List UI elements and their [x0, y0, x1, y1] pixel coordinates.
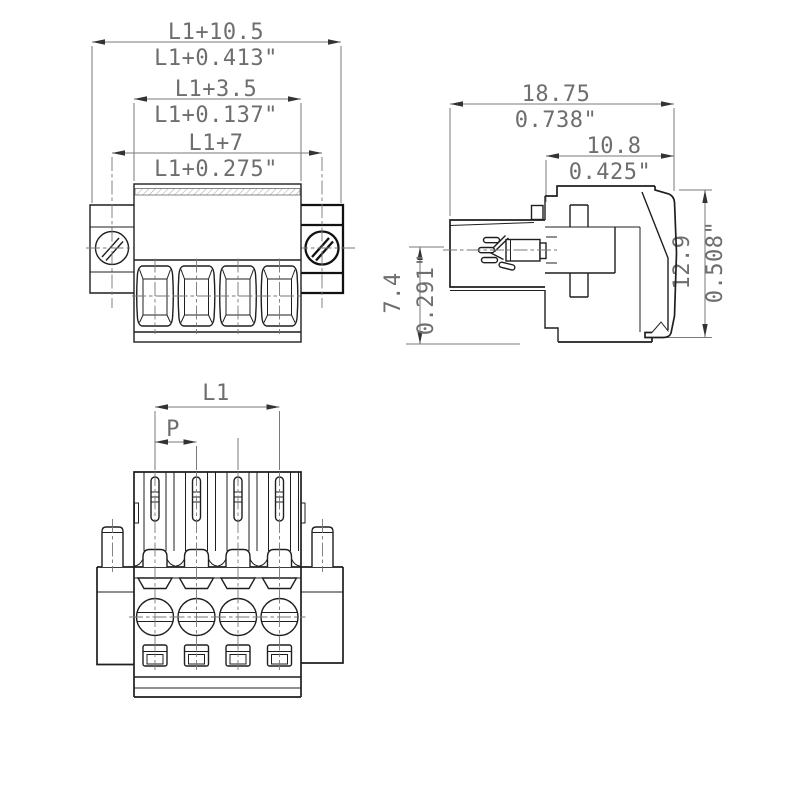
contact-socket — [174, 259, 220, 335]
dim-body-mm-label: L1+3.5 — [174, 77, 258, 102]
top-view-dimensions — [92, 20, 341, 203]
side-housing — [532, 186, 656, 342]
dim-overall-inch-label: L1+0.413" — [154, 46, 278, 71]
dim-housing-inch-label: 0.425" — [568, 160, 652, 185]
side-pin-right — [312, 519, 333, 572]
contact-socket — [257, 259, 303, 335]
top-view-body — [132, 184, 303, 342]
dim-depth-inch-label: 0.738" — [514, 108, 598, 133]
top-view — [86, 20, 358, 342]
dim-height-inch-label: 0.508" — [703, 220, 728, 304]
dim-height-mm-label: 12.9 — [670, 234, 695, 290]
front-view-dimensions — [155, 381, 280, 470]
mounting-flange-right — [294, 205, 358, 293]
dim-l1-label: L1 — [202, 381, 230, 406]
front-view — [97, 381, 343, 697]
dim-depth-mm-label: 18.75 — [521, 82, 591, 107]
contact-socket — [132, 259, 178, 335]
pole — [171, 472, 223, 670]
pole — [212, 472, 264, 670]
side-view-dimensions — [381, 82, 728, 344]
dim-overall-mm-label: L1+10.5 — [167, 20, 265, 45]
dim-body-inch-label: L1+0.137" — [154, 103, 278, 128]
hatch-strip — [135, 189, 300, 196]
side-view — [381, 82, 728, 344]
dim-screws-inch-label: L1+0.275" — [154, 157, 278, 182]
dim-pitch-label: P — [166, 417, 180, 442]
dim-lower-mm-label: 7.4 — [381, 272, 406, 314]
front-lower-body — [97, 567, 343, 697]
dim-housing-mm-label: 10.8 — [586, 134, 642, 159]
dim-screws-mm-label: L1+7 — [188, 131, 244, 156]
contact-socket — [215, 259, 261, 335]
dim-lower-inch-label: 0.291" — [414, 252, 439, 336]
side-pin-left — [102, 519, 123, 572]
pole — [254, 472, 306, 670]
pole — [129, 472, 181, 670]
